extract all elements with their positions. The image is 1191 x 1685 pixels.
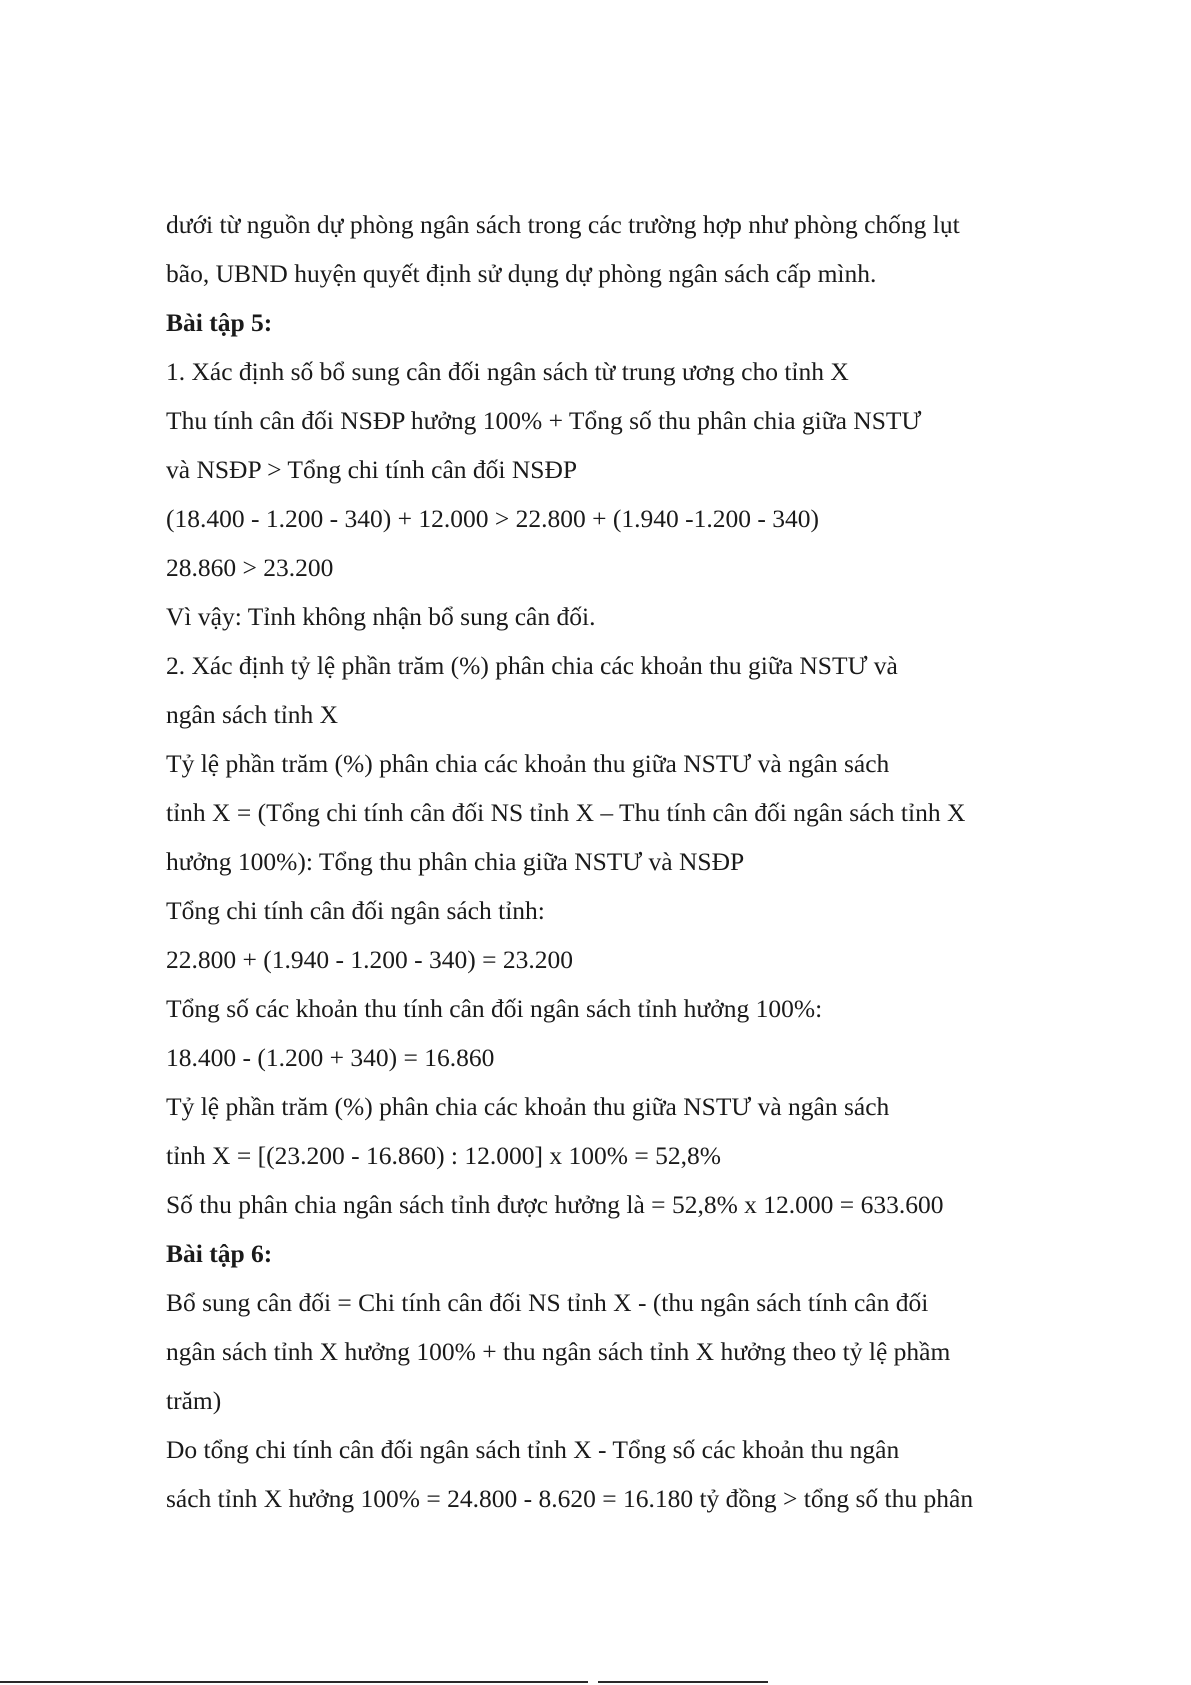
text-line: hưởng 100%): Tổng thu phân chia giữa NSTƯ và NSĐP <box>166 847 745 876</box>
text-line: Tổng số các khoản thu tính cân đối ngân sách tỉnh hưởng 100%: <box>166 994 823 1023</box>
section-heading: Bài tập 5: <box>166 308 273 337</box>
text-line: Tổng chi tính cân đối ngân sách tỉnh: <box>166 896 545 925</box>
text-line: trăm) <box>166 1386 222 1415</box>
text-line: Số thu phân chia ngân sách tỉnh được hưởng là = 52,8% x 12.000 = 633.600 <box>166 1190 944 1219</box>
text-line: tỉnh X = (Tổng chi tính cân đối NS tỉnh X – Thu tính cân đối ngân sách tỉnh X <box>166 798 966 827</box>
document-body <box>166 200 1066 1523</box>
formula-line: tỉnh X = [(23.200 - 16.860) : 12.000] x 100% = 52,8% <box>166 1141 721 1170</box>
text-line: 1. Xác định số bổ sung cân đối ngân sách từ trung ương cho tỉnh X <box>166 357 849 386</box>
text-line: Tỷ lệ phần trăm (%) phân chia các khoản thu giữa NSTƯ và ngân sách <box>166 749 890 778</box>
text-line: Do tổng chi tính cân đối ngân sách tỉnh X - Tổng số các khoản thu ngân <box>166 1435 900 1464</box>
text-line: ngân sách tỉnh X hưởng 100% + thu ngân sách tỉnh X hưởng theo tỷ lệ phầm <box>166 1337 951 1366</box>
formula-line: 28.860 > 23.200 <box>166 553 334 582</box>
text-line: ngân sách tỉnh X <box>166 700 339 729</box>
footer-divider <box>0 1681 588 1683</box>
text-line: Tỷ lệ phần trăm (%) phân chia các khoản thu giữa NSTƯ và ngân sách <box>166 1092 890 1121</box>
text-line: bão, UBND huyện quyết định sử dụng dự phòng ngân sách cấp mình. <box>166 259 877 288</box>
footer-divider <box>598 1681 768 1683</box>
formula-line: 18.400 - (1.200 + 340) = 16.860 <box>166 1043 495 1072</box>
text-line: dưới từ nguồn dự phòng ngân sách trong các trường hợp như phòng chống lụt <box>166 210 960 239</box>
section-heading: Bài tập 6: <box>166 1239 273 1268</box>
text-line: và NSĐP > Tổng chi tính cân đối NSĐP <box>166 455 578 484</box>
text-line: Thu tính cân đối NSĐP hưởng 100% + Tổng số thu phân chia giữa NSTƯ <box>166 406 922 435</box>
text-line: Vì vậy: Tỉnh không nhận bổ sung cân đối. <box>166 602 596 631</box>
formula-line: 22.800 + (1.940 - 1.200 - 340) = 23.200 <box>166 945 573 974</box>
text-line: 2. Xác định tỷ lệ phần trăm (%) phân chia các khoản thu giữa NSTƯ và <box>166 651 898 680</box>
text-line: Bổ sung cân đối = Chi tính cân đối NS tỉnh X - (thu ngân sách tính cân đối <box>166 1288 929 1317</box>
text-line: sách tỉnh X hưởng 100% = 24.800 - 8.620 = 16.180 tỷ đồng > tổng số thu phân <box>166 1484 974 1513</box>
formula-line: (18.400 - 1.200 - 340) + 12.000 > 22.800 + (1.940 -1.200 - 340) <box>166 504 819 533</box>
